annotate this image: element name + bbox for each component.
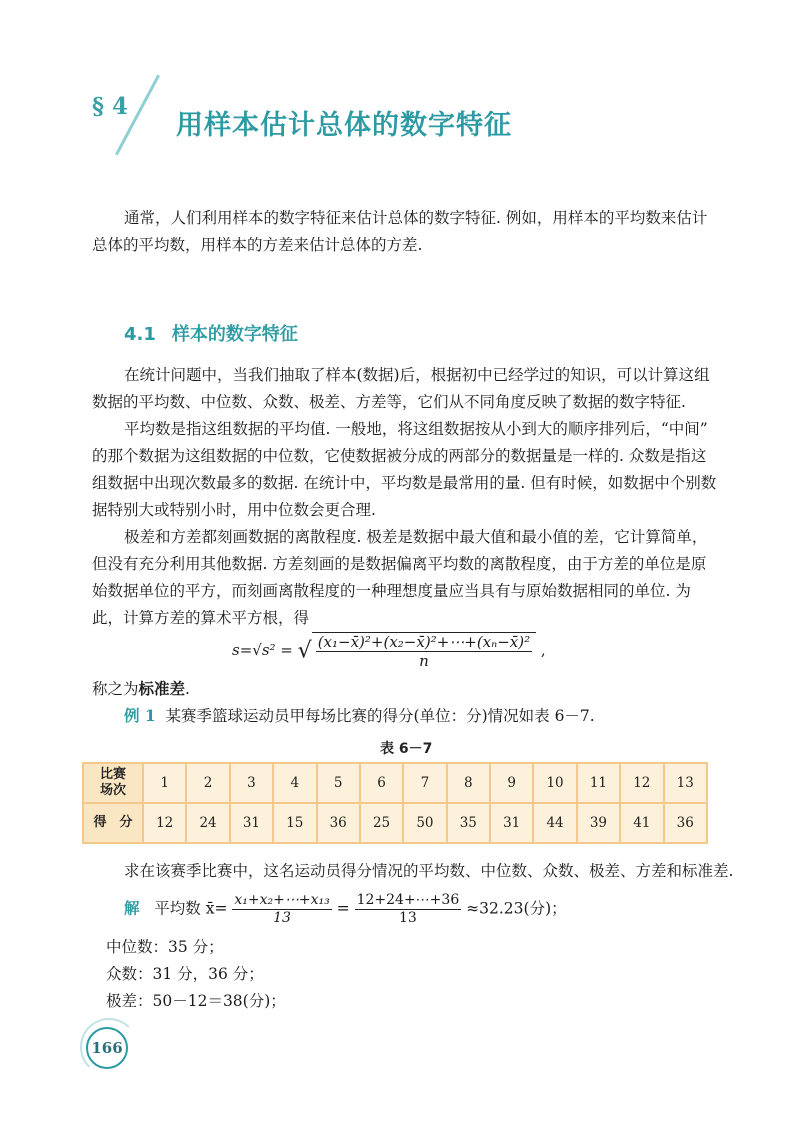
- body-p1-line1: 在统计问题中，当我们抽取了样本(数据)后，根据初中已经学过的知识，可以计算这组: [124, 366, 710, 384]
- std-definition-prefix: 称之为: [92, 680, 139, 698]
- solution-mean: [124, 892, 567, 927]
- mean-prefix: 平均数 x̄=: [154, 899, 228, 918]
- table-row-games: [83, 763, 707, 803]
- table-cell-game: 5: [317, 763, 360, 803]
- mean-fraction-1-numerator: x₁+x₂+⋯+x₁₃: [234, 892, 330, 908]
- table-cell-game: 2: [186, 763, 229, 803]
- table-cell-game: 9: [490, 763, 533, 803]
- section-title: 用样本估计总体的数字特征: [176, 110, 512, 141]
- intro-line-1: 通常，人们利用样本的数字特征来估计总体的数字特征. 例如，用样本的平均数来估计: [124, 209, 708, 227]
- mean-fraction-2: [355, 892, 462, 927]
- table-row-scores: [83, 803, 707, 843]
- body-p3-line3: 始数据单位的平方，而刻画离散程度的一种理想度量应当具有与原始数据相同的单位. 为: [92, 582, 691, 600]
- table-cell-score: 36: [664, 803, 708, 843]
- table-cell-game: 11: [577, 763, 620, 803]
- table-header-scores: 得 分: [83, 803, 143, 843]
- table-cell-score: 24: [186, 803, 229, 843]
- body-p2-line4: 据特别大或特别小时，用中位数会更合理.: [92, 501, 376, 519]
- example-text: 某赛季篮球运动员甲每场比赛的得分(单位：分)情况如表 6－7.: [165, 707, 595, 725]
- example-1: [124, 703, 595, 729]
- std-definition-term: 标准差: [138, 679, 186, 698]
- solution-label: 解: [124, 898, 140, 918]
- body-p3-line4: 此，计算方差的算术平方根，得: [92, 609, 310, 627]
- table-cell-score: 39: [577, 803, 620, 843]
- table-cell-game: 7: [403, 763, 446, 803]
- std-formula-lhs: s=√s² =: [232, 641, 293, 659]
- mean-equals: =: [336, 899, 350, 918]
- question-text: 求在该赛季比赛中，这名运动员得分情况的平均数、中位数、众数、极差、方差和标准差.: [124, 862, 734, 880]
- mean-fraction-1: [232, 892, 331, 927]
- table-cell-game: 6: [360, 763, 403, 803]
- body-p2-line2: 的那个数据为这组数据的中位数，它使数据被分成的两部分的数据量是一样的. 众数是指这: [92, 447, 707, 465]
- table-cell-game: 12: [620, 763, 663, 803]
- example-label: 例 1: [124, 706, 156, 725]
- table-cell-score: 44: [533, 803, 576, 843]
- solution-median: 中位数：35 分；: [106, 938, 224, 956]
- std-formula-numerator: (x₁−x̄)²+(x₂−x̄)²+⋯+(xₙ−x̄)²: [317, 633, 531, 651]
- table-header-games: [83, 763, 143, 803]
- body-p3-line1: 极差和方差都刻画数据的离散程度. 极差是数据中最大值和最小值的差，它计算简单，: [124, 528, 708, 546]
- table-cell-game: 4: [273, 763, 316, 803]
- table-header-games-line1: 比赛: [99, 767, 126, 782]
- table-cell-score: 12: [143, 803, 186, 843]
- body-p3-line2: 但没有充分利用其他数据. 方差刻画的是数据偏离平均数的离散程度，由于方差的单位是原: [92, 555, 707, 573]
- std-formula-denominator: n: [419, 652, 429, 670]
- subsection-heading: [124, 320, 298, 346]
- table-cell-game: 8: [447, 763, 490, 803]
- page-number: 166: [86, 1027, 128, 1069]
- subsection-number: 4.1: [124, 324, 156, 345]
- std-formula-fraction: [316, 633, 532, 670]
- table-cell-game: 3: [230, 763, 273, 803]
- body-p1-line2: 数据的平均数、中位数、众数、极差、方差等，它们从不同角度反映了数据的数字特征.: [92, 393, 686, 411]
- table-cell-score: 15: [273, 803, 316, 843]
- body-p2-line1: 平均数是指这组数据的平均值. 一般地，将这组数据按从小到大的顺序排列后，“中间”: [124, 420, 708, 438]
- mean-fraction-2-denominator: 13: [399, 910, 417, 926]
- table-cell-score: 41: [620, 803, 663, 843]
- table-header-games-line2: 场次: [99, 783, 126, 798]
- intro-line-2: 总体的平均数，用样本的方差来估计总体的方差.: [92, 236, 423, 254]
- std-definition-suffix: .: [185, 680, 190, 698]
- table-cell-game: 1: [143, 763, 186, 803]
- mean-fraction-2-numerator: 12+24+⋯+36: [356, 892, 460, 908]
- body-p2-line3: 组数据中出现次数最多的数据. 在统计中，平均数是最常用的量. 但有时候，如数据中个别数: [92, 474, 717, 492]
- std-formula-tail: ,: [540, 641, 546, 659]
- std-definition: [92, 676, 190, 702]
- table-cell-game: 13: [664, 763, 708, 803]
- table-cell-score: 50: [403, 803, 446, 843]
- score-table: [82, 762, 708, 844]
- table-cell-score: 25: [360, 803, 403, 843]
- section-number: § 4: [92, 93, 129, 120]
- table-caption: 表 6－7: [380, 741, 433, 757]
- subsection-title: 样本的数字特征: [171, 324, 298, 345]
- table-cell-score: 36: [317, 803, 360, 843]
- solution-range: 极差：50－12＝38(分)；: [106, 992, 286, 1010]
- std-formula-radicand: [312, 632, 536, 670]
- table-cell-score: 35: [447, 803, 490, 843]
- sqrt-sign-icon: √: [297, 638, 312, 664]
- table-cell-score: 31: [490, 803, 533, 843]
- table-cell-game: 10: [533, 763, 576, 803]
- mean-fraction-1-denominator: 13: [273, 910, 291, 926]
- solution-mode: 众数：31 分，36 分；: [106, 965, 264, 983]
- table-cell-score: 31: [230, 803, 273, 843]
- mean-result: ≈32.23(分)；: [466, 899, 567, 918]
- std-formula: [232, 632, 546, 670]
